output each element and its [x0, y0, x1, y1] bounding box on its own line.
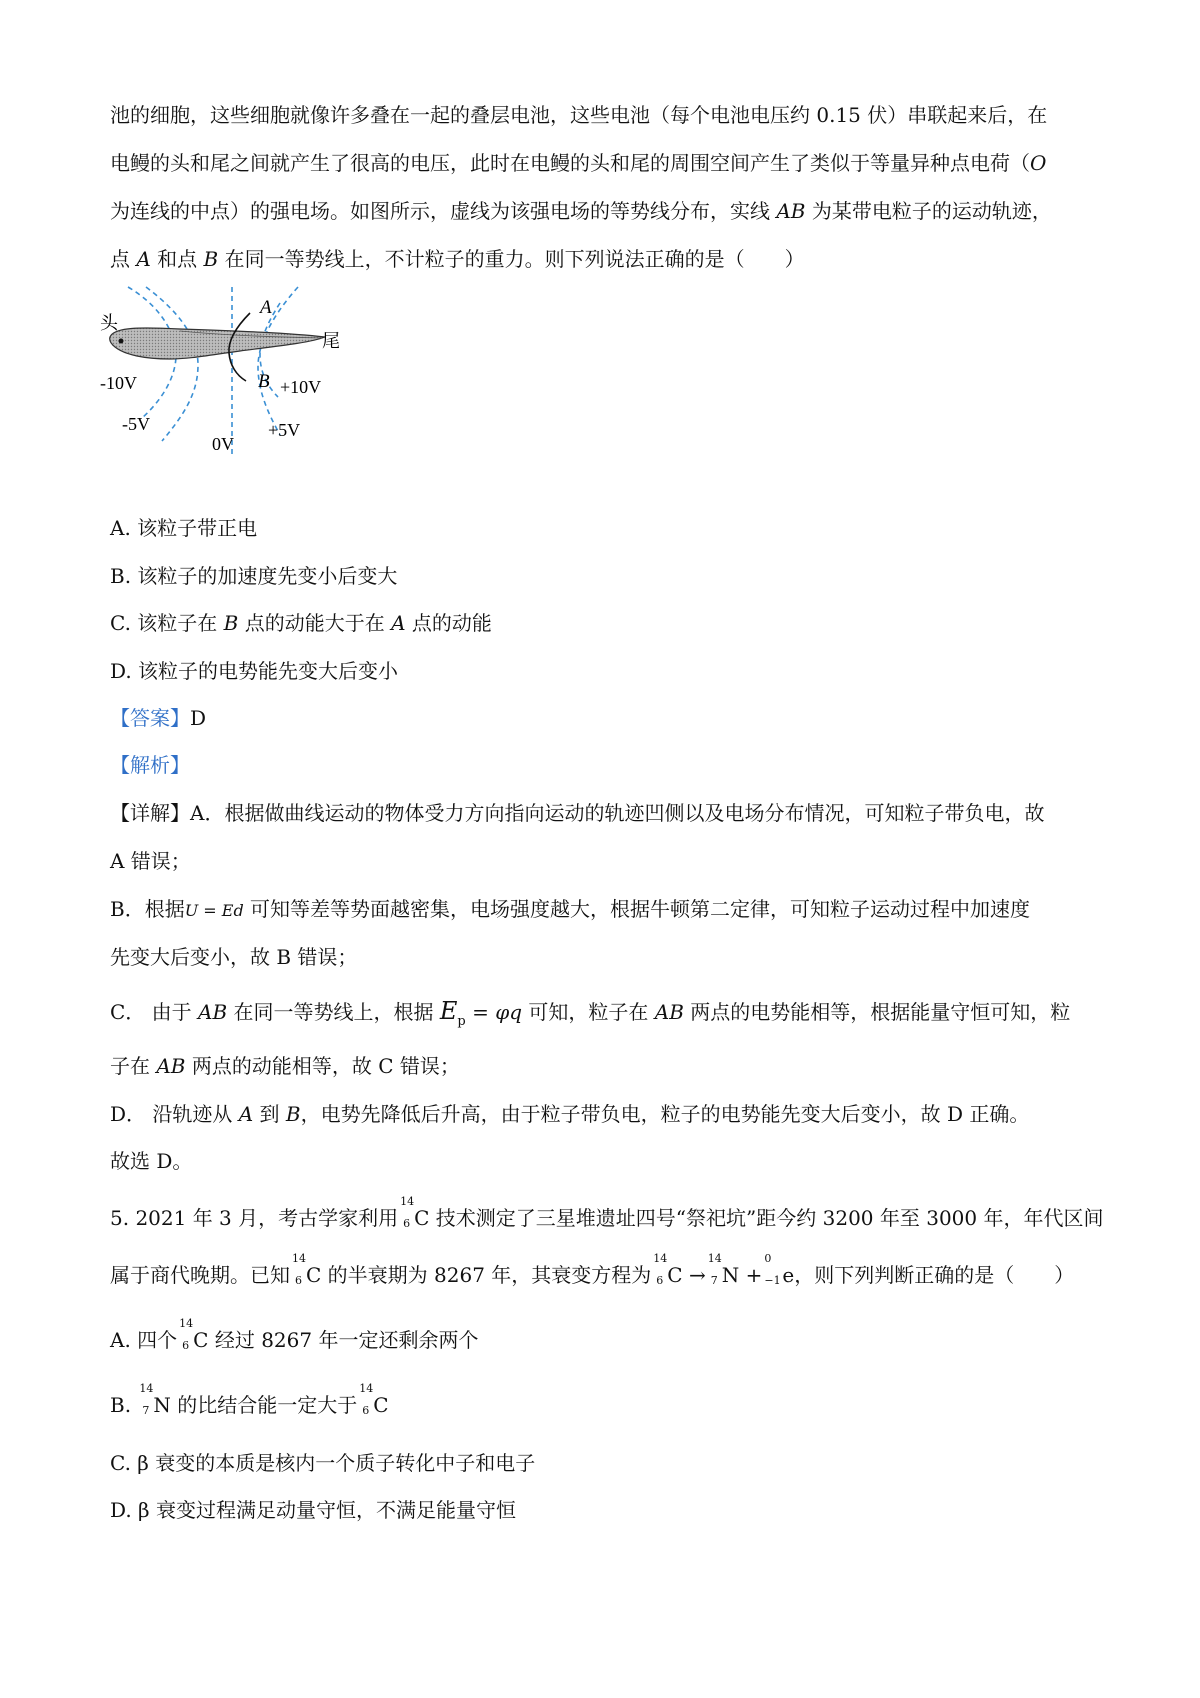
label-plus5: +5V: [268, 420, 301, 440]
q4-detail-line-5: C． 由于 AB 在同一等势线上，根据 $E_p = \varphi q$ 可知，粒子在 AB 两点的电势能相等，根据能量守恒可知，粒: [110, 997, 1071, 1029]
label-point-B: B: [258, 371, 270, 392]
nuclide-c14: 14 6 C: [292, 1252, 322, 1287]
answer-tag: 【答案】: [110, 706, 190, 730]
q5-stem-line-1: 5. 2021 年 3 月，考古学家利用 14 6 C 技术测定了三星堆遗址四号“祭祀坑”距今约 3200 年至 3000 年，年代区间: [110, 1203, 1104, 1233]
q5-stem-line-2: 属于商代晚期。已知 14 6 C 的半衰期为 8267 年，其衰变方程为 14 6 C → 14 7 N + 0 −1 e，则下列判断正确的是（ ）: [110, 1260, 1074, 1290]
label-point-A: A: [260, 297, 272, 318]
eel-equipotential-figure: [100, 285, 380, 500]
label-minus10: -10V: [100, 373, 137, 393]
q5-option-a: A. 四个 14 6 C 经过 8267 年一定还剩余两个: [110, 1325, 478, 1355]
label-minus5: -5V: [122, 414, 150, 434]
label-tail: 尾: [322, 331, 340, 351]
label-head: 头: [100, 313, 118, 333]
q4-detail-line-6: 子在 AB 两点的动能相等，故 C 错误；: [110, 1054, 460, 1078]
q4-detail-line-8: 故选 D。: [110, 1149, 193, 1173]
q4-stem-line-4: 点 A 和点 B 在同一等势线上，不计粒子的重力。则下列说法正确的是（ ）: [110, 247, 805, 271]
q5-option-b: B. 14 7 N 的比结合能一定大于 14 6 C: [110, 1390, 389, 1420]
nuclide-c14: 14 6 C: [179, 1317, 209, 1352]
q4-option-b: B. 该粒子的加速度先变小后变大: [110, 564, 398, 588]
formula-ep: $E_p$: [439, 997, 466, 1029]
eel-body: [110, 328, 325, 359]
eel-eye: [119, 339, 124, 344]
q5-option-d: D. β 衰变过程满足动量守恒，不满足能量守恒: [110, 1498, 516, 1522]
q4-detail-line-2: A 错误；: [110, 849, 191, 873]
label-plus10: +10V: [280, 377, 322, 397]
q4-option-c: C. 该粒子在 B 点的动能大于在 A 点的动能: [110, 611, 492, 635]
q4-detail-line-7: D． 沿轨迹从 A 到 B，电势先降低后升高，由于粒子带负电，粒子的电势能先变大后变小，故 D 正确。: [110, 1102, 1030, 1126]
q4-detail-line-1: 【详解】A．根据做曲线运动的物体受力方向指向运动的轨迹凹侧以及电场分布情况，可知粒子带负电，故: [110, 801, 1045, 825]
q5-option-c: C. β 衰变的本质是核内一个质子转化中子和电子: [110, 1451, 536, 1475]
nuclide-c14: 14 6 C: [359, 1382, 389, 1417]
label-zero: 0V: [212, 434, 234, 454]
q4-stem-line-3: 为连线的中点）的强电场。如图所示，虚线为该强电场的等势线分布，实线 AB 为某带电粒子的运动轨迹，: [110, 199, 1052, 223]
nuclide-n14: 14 7 N: [707, 1252, 740, 1287]
electron-symbol: 0 −1 e: [764, 1252, 795, 1287]
nuclide-n14: 14 7 N: [139, 1382, 171, 1417]
equipotential-minus5: [146, 287, 198, 441]
nuclide-c14: 14 6 C: [653, 1252, 683, 1287]
q4-detail-line-3: B．根据U = Ed 可知等差等势面越密集，电场强度越大，根据牛顿第二定律，可知粒子运动过程中加速度: [110, 897, 1031, 921]
q4-option-a: A. 该粒子带正电: [110, 516, 258, 540]
q4-answer: 【答案】D: [110, 706, 207, 730]
formula-u-ed: U = Ed: [184, 901, 244, 920]
q4-stem-line-2: 电鳗的头和尾之间就产生了很高的电压，此时在电鳗的头和尾的周围空间产生了类似于等量异种点电荷（O: [110, 151, 1047, 175]
q4-option-d: D. 该粒子的电势能先变大后变小: [110, 659, 399, 683]
q4-detail-line-4: 先变大后变小，故 B 错误；: [110, 945, 358, 969]
q4-analysis-tag: 【解析】: [110, 753, 190, 777]
q4-stem-line-1: 池的细胞，这些细胞就像许多叠在一起的叠层电池，这些电池（每个电池电压约 0.15 伏）串联起来后，在: [110, 103, 1048, 127]
nuclide-c14: 14 6 C: [400, 1195, 430, 1230]
